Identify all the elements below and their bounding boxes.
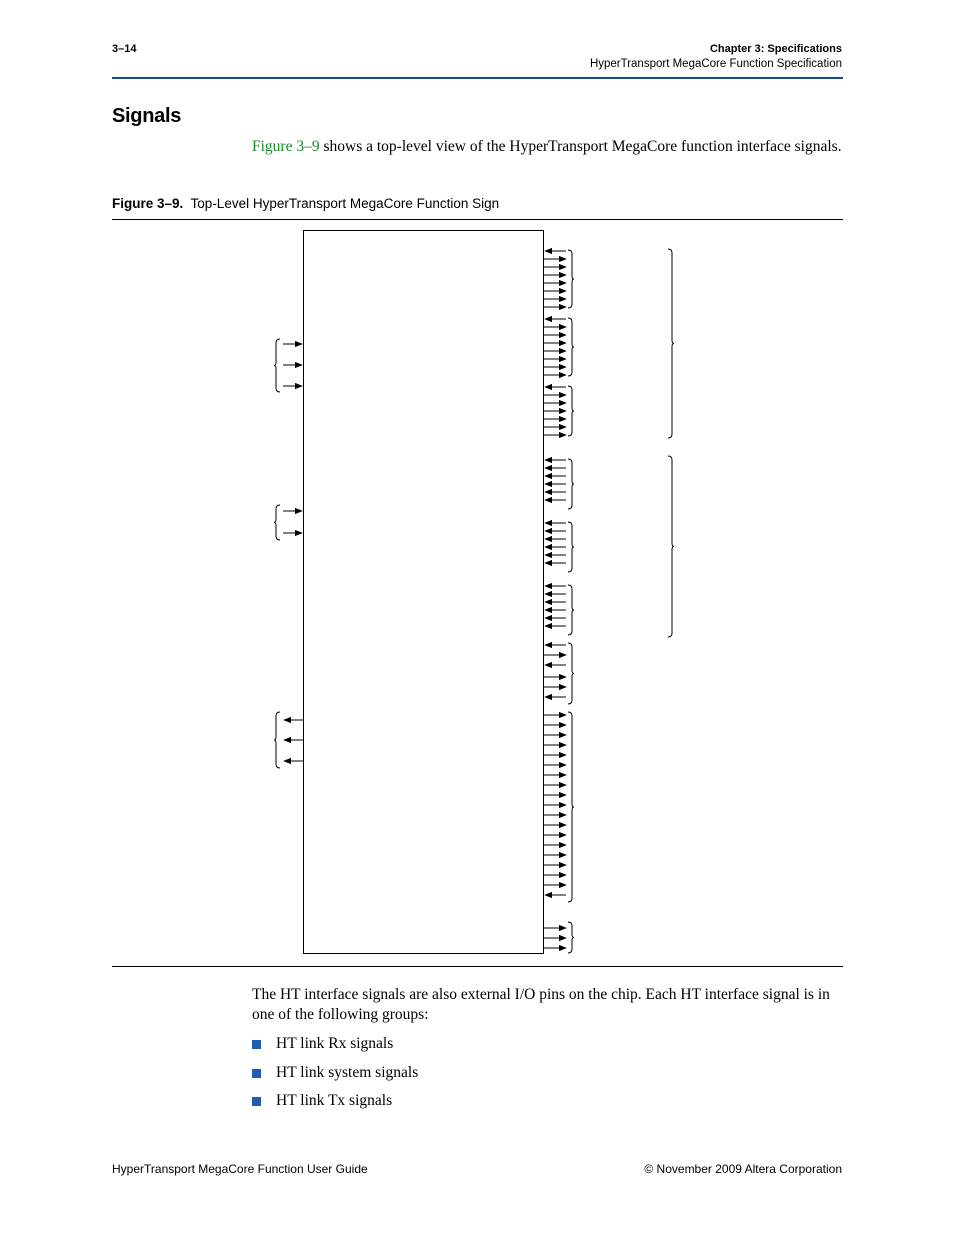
bullet-square-icon xyxy=(252,1040,261,1049)
signal-group-brace xyxy=(568,522,574,572)
bullet-square-icon xyxy=(252,1097,261,1106)
footer-guide-title: HyperTransport MegaCore Function User Guide xyxy=(112,1162,368,1176)
signal-group-brace xyxy=(274,505,280,540)
signal-group-brace xyxy=(568,386,574,436)
figure-title: Top-Level HyperTransport MegaCore Function Sign xyxy=(190,196,500,211)
signal-group-brace xyxy=(568,250,574,308)
figure-bottom-rule xyxy=(112,966,843,967)
list-item: HT link system signals xyxy=(252,1063,418,1092)
interface-group-brace xyxy=(668,456,674,637)
signal-arrows xyxy=(283,251,566,948)
chapter-title: Chapter 3: Specifications xyxy=(709,43,842,55)
signal-group-list xyxy=(252,1034,418,1120)
signal-group-brace xyxy=(568,459,574,509)
footer-copyright: © November 2009 Altera Corporation xyxy=(644,1162,842,1176)
list-item: HT link Rx signals xyxy=(252,1034,418,1063)
signal-group-brace xyxy=(274,712,280,768)
group-braces xyxy=(274,249,674,953)
intro-text: shows a top-level view of the HyperTransport MegaCore function interface signals. xyxy=(319,138,842,155)
signal-group-brace xyxy=(568,643,574,704)
bullet-square-icon xyxy=(252,1069,261,1078)
signal-group-brace xyxy=(568,712,574,902)
figure-link[interactable]: Figure 3–9 xyxy=(252,138,320,155)
signal-group-brace xyxy=(568,585,574,635)
list-item: HT link Tx signals xyxy=(252,1091,418,1120)
section-header: HyperTransport MegaCore Function Specification xyxy=(589,58,842,70)
interface-group-brace xyxy=(668,249,674,438)
signal-group-brace xyxy=(568,922,574,953)
section-title: Signals xyxy=(112,105,182,127)
megacore-block xyxy=(304,231,544,954)
signal-group-brace xyxy=(568,318,574,376)
signal-group-brace xyxy=(274,339,280,392)
figure-label: Figure 3–9. xyxy=(112,196,184,211)
body-paragraph: The HT interface signals are also external I/O pins on the chip. Each HT interface signal is in one of the following groups: xyxy=(252,986,830,1023)
page-number: 3–14 xyxy=(112,43,137,55)
